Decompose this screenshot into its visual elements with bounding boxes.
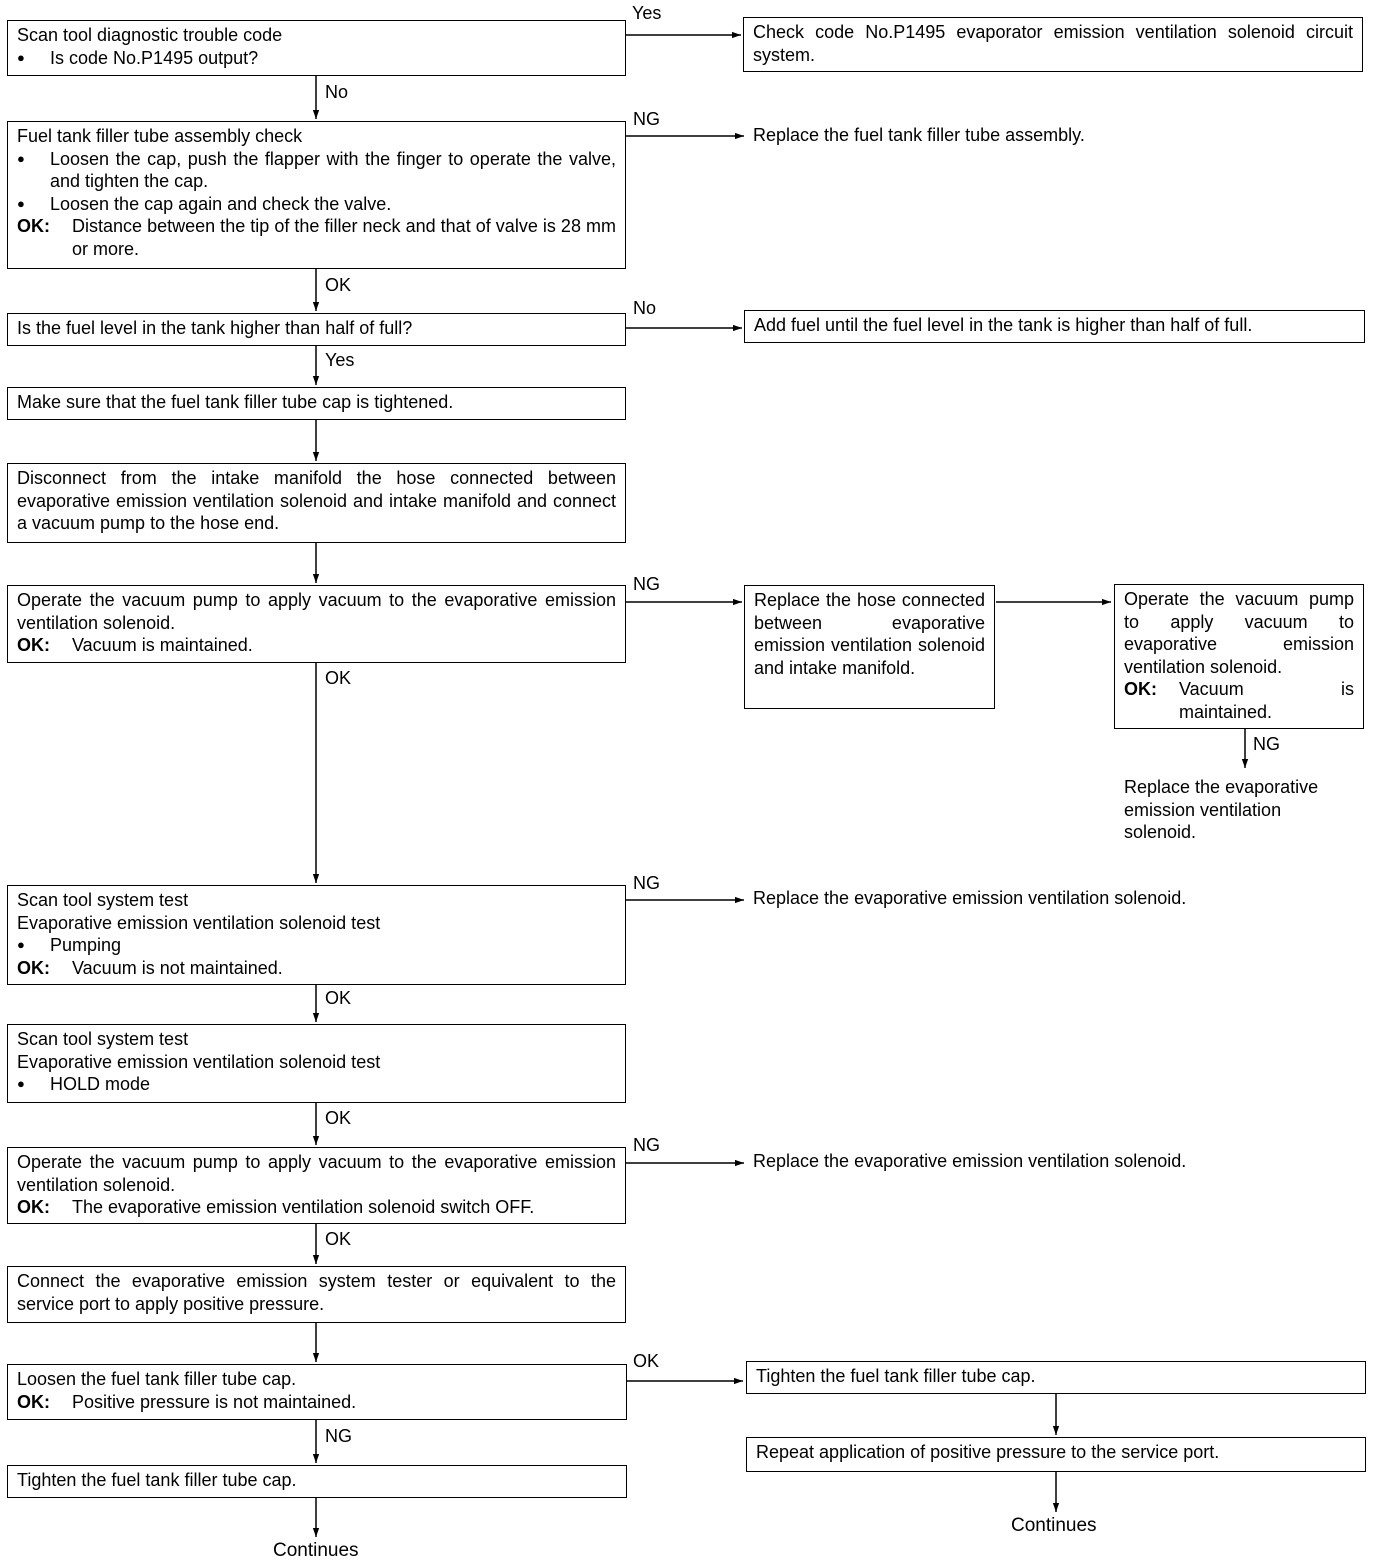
label-ng: NG bbox=[1253, 734, 1280, 754]
ok-text: Positive pressure is not maintained. bbox=[72, 1391, 357, 1412]
ok-tag: OK: bbox=[17, 957, 50, 978]
ok-text: Vacuum is maintained. bbox=[1179, 679, 1354, 722]
step-bullet: ● Is code No.P1495 output? bbox=[17, 47, 616, 70]
step-text: Is the fuel level in the tank higher than half of full? bbox=[17, 318, 413, 338]
step-apply-vacuum-hold bbox=[7, 1147, 626, 1224]
step-bullet: ● Pumping bbox=[17, 934, 616, 957]
step-subtitle: Evaporative emission ventilation solenoid test bbox=[17, 912, 381, 933]
label-ok: OK bbox=[325, 1108, 352, 1128]
step-system-test-hold bbox=[7, 1024, 626, 1103]
result-replace-filler-tube: Replace the fuel tank filler tube assembly. bbox=[753, 125, 1085, 145]
result-repeat-pressure bbox=[746, 1437, 1366, 1472]
ok-tag: OK: bbox=[17, 216, 50, 236]
continues-right: Continues bbox=[1011, 1515, 1097, 1536]
result-text: Operate the vacuum pump to apply vacuum to evaporative emission ventilation solenoid. bbox=[1124, 589, 1354, 677]
label-yes: Yes bbox=[325, 350, 355, 370]
step-fuel-level-question bbox=[7, 313, 626, 346]
result-check-p1495 bbox=[743, 17, 1363, 72]
step-bullet: ● HOLD mode bbox=[17, 1073, 616, 1096]
step-connect-vacuum-pump bbox=[7, 463, 626, 543]
result-text: Replace the hose connected between evaporative emission ventilation solenoid and intake manifold. bbox=[754, 590, 985, 678]
result-replace-solenoid-1: Replace the evaporative emission ventilation solenoid. bbox=[1124, 777, 1319, 842]
label-ok: OK bbox=[633, 1351, 660, 1371]
ok-text: The evaporative emission ventilation solenoid switch OFF. bbox=[72, 1197, 535, 1217]
label-ng: NG bbox=[633, 109, 660, 129]
step-ok-criterion bbox=[17, 957, 616, 980]
step-apply-vacuum bbox=[7, 585, 626, 663]
step-title: Scan tool system test bbox=[17, 1029, 189, 1049]
step-text: Connect the evaporative emission system tester or equivalent to the service port to apply positive pressure. bbox=[17, 1271, 616, 1314]
label-ok: OK bbox=[325, 275, 352, 295]
step-ok-criterion bbox=[17, 634, 616, 657]
step-text: Loosen the fuel tank filler tube cap. bbox=[17, 1369, 297, 1389]
step-title: Scan tool diagnostic trouble code bbox=[17, 25, 283, 45]
step-loosen-cap bbox=[7, 1364, 627, 1420]
label-ng: NG bbox=[633, 1135, 660, 1155]
ok-tag: OK: bbox=[17, 1197, 50, 1217]
result-text: Check code No.P1495 evaporator emission ventilation solenoid circuit system. bbox=[753, 22, 1353, 65]
step-ok-criterion bbox=[17, 215, 616, 260]
step-bullet: ● Loosen the cap again and check the valve. bbox=[17, 193, 616, 216]
result-text: Tighten the fuel tank filler tube cap. bbox=[756, 1366, 1036, 1386]
step-ok-criterion bbox=[17, 1196, 616, 1219]
label-ng: NG bbox=[633, 873, 660, 893]
step-tighten-cap bbox=[7, 1465, 627, 1498]
label-ok: OK bbox=[325, 988, 352, 1008]
result-tighten-cap bbox=[746, 1361, 1366, 1394]
label-no: No bbox=[633, 298, 657, 318]
label-ok: OK bbox=[325, 668, 352, 688]
ok-tag: OK: bbox=[17, 1391, 50, 1412]
step-bullet: ● Loosen the cap, push the flapper with the finger to operate the valve, and tighten the cap. bbox=[17, 148, 616, 193]
step-title: Scan tool system test bbox=[17, 890, 189, 910]
result-text: Repeat application of positive pressure to the service port. bbox=[756, 1442, 1220, 1462]
result-add-fuel bbox=[744, 310, 1365, 343]
label-ng: NG bbox=[325, 1426, 352, 1446]
continues-left: Continues bbox=[273, 1540, 359, 1561]
step-text: Operate the vacuum pump to apply vacuum to the evaporative emission ventilation solenoid. bbox=[17, 1152, 616, 1195]
result-replace-hose bbox=[744, 585, 995, 709]
result-ok-criterion bbox=[1124, 678, 1354, 723]
result-text: Add fuel until the fuel level in the tank is higher than half of full. bbox=[754, 315, 1253, 335]
step-text: Tighten the fuel tank filler tube cap. bbox=[17, 1470, 297, 1490]
step-cap-tightened bbox=[7, 387, 626, 420]
step-text: Operate the vacuum pump to apply vacuum to the evaporative emission ventilation solenoid. bbox=[17, 590, 616, 633]
step-subtitle: Evaporative emission ventilation solenoid test bbox=[17, 1051, 381, 1072]
step-connect-pressure-tester bbox=[7, 1266, 626, 1323]
result-replace-solenoid-2: Replace the evaporative emission ventilation solenoid. bbox=[753, 888, 1187, 908]
step-text: Make sure that the fuel tank filler tube cap is tightened. bbox=[17, 392, 454, 412]
label-yes: Yes bbox=[632, 3, 662, 23]
step-title: Fuel tank filler tube assembly check bbox=[17, 126, 303, 146]
ok-tag: OK: bbox=[1124, 679, 1157, 699]
step-system-test-pumping bbox=[7, 885, 626, 985]
ok-text: Distance between the tip of the filler neck and that of valve is 28 mm or more. bbox=[72, 216, 616, 259]
label-ng: NG bbox=[633, 574, 660, 594]
ok-text: Vacuum is not maintained. bbox=[72, 957, 283, 978]
result-reoperate-vacuum bbox=[1114, 584, 1364, 729]
ok-tag: OK: bbox=[17, 635, 50, 655]
result-replace-solenoid-3: Replace the evaporative emission ventilation solenoid. bbox=[753, 1151, 1187, 1171]
step-filler-tube-check bbox=[7, 121, 626, 269]
step-text: Disconnect from the intake manifold the hose connected between evaporative emission ventilation solenoid and intake manifold and connect a vacuum pump to the hose end. bbox=[17, 468, 616, 533]
label-no: No bbox=[325, 82, 349, 102]
label-ok: OK bbox=[325, 1229, 352, 1249]
step-scan-dtc bbox=[7, 20, 626, 76]
step-ok-criterion bbox=[17, 1391, 617, 1414]
ok-text: Vacuum is maintained. bbox=[72, 635, 253, 655]
